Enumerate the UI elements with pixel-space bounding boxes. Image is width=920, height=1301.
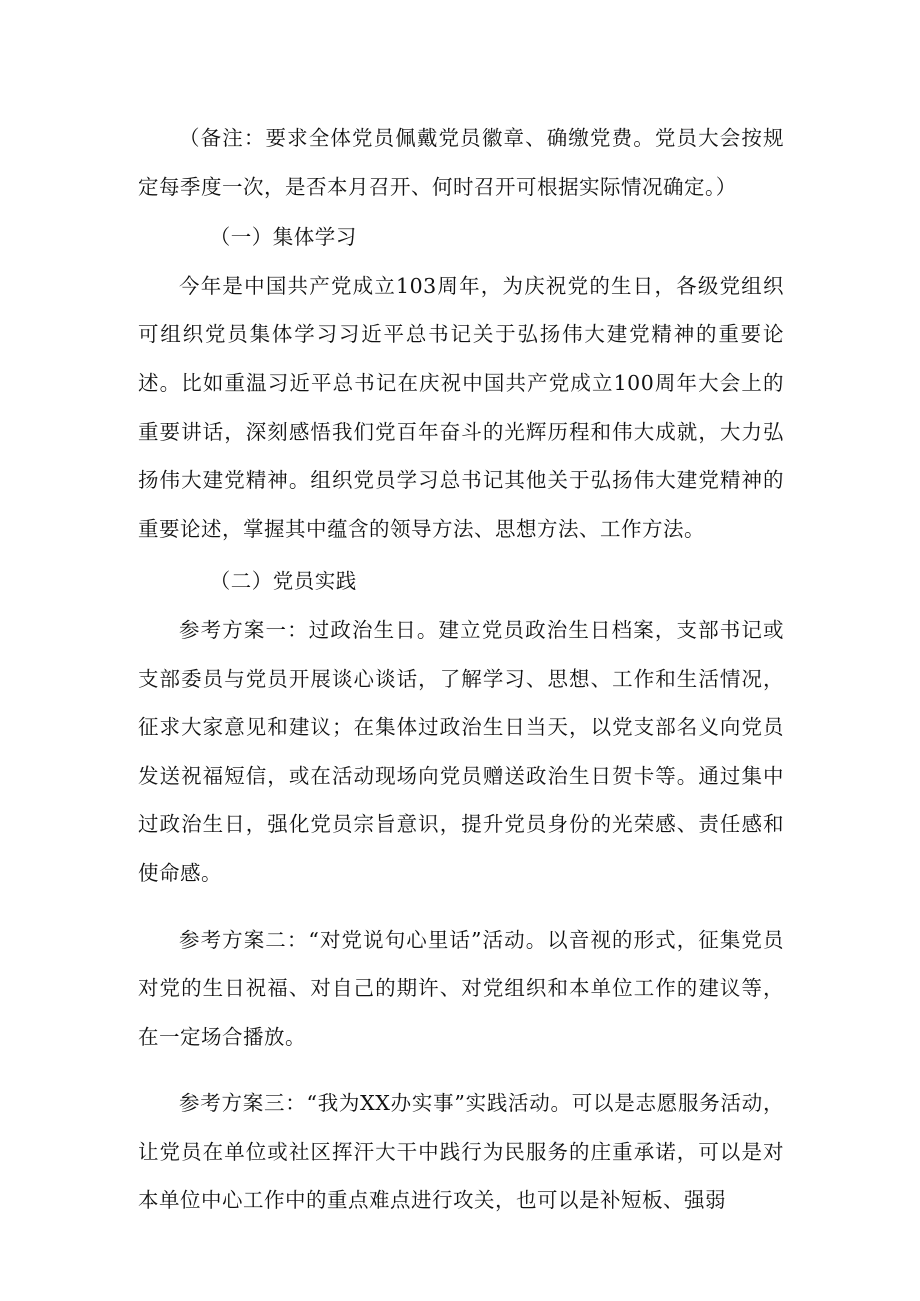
note-paragraph: （备注：要求全体党员佩戴党员徽章、确缴党费。党员大会按规定每季度一次，是否本月召开、何时召开可根据实际情况确定。）	[138, 126, 784, 199]
section-heading-collective-study: （一）集体学习	[209, 225, 357, 250]
plan-one-paragraph: 参考方案一：过政治生日。建立党员政治生日档案，支部书记或支部委员与党员开展谈心谈话，了解学习、思想、工作和生活情况，征求大家意见和建议；在集体过政治生日当天，以党支部名义向党员发送祝福短信，或在活动现场向党员赠送政治生日贺卡等。通过集中过政治生日，强化党员宗旨意识，提升党员身份的光荣感、责任感和使命感。	[138, 617, 784, 885]
plan-two-paragraph: 参考方案二：“对党说句心里话”活动。以音视的形式，征集党员对党的生日祝福、对自己的期许、对党组织和本单位工作的建议等，在一定场合播放。	[138, 927, 784, 1049]
collective-study-paragraph: 今年是中国共产党成立103周年，为庆祝党的生日，各级党组织可组织党员集体学习习近平总书记关于弘扬伟大建党精神的重要论述。比如重温习近平总书记在庆祝中国共产党成立100周年大会上的重要讲话，深刻感悟我们党百年奋斗的光辉历程和伟大成就，大力弘扬伟大建党精神。组织党员学习总书记其他关于弘扬伟大建党精神的重要论述，掌握其中蕴含的领导方法、思想方法、工作方法。	[138, 273, 784, 541]
section-heading-party-practice: （二）党员实践	[209, 569, 357, 594]
plan-three-paragraph: 参考方案三：“我为XX办实事”实践活动。可以是志愿服务活动，让党员在单位或社区挥汗大干中践行为民服务的庄重承诺，可以是对本单位中心工作中的重点难点进行攻关，也可以是补短板、强弱	[138, 1091, 784, 1213]
document-page	[138, 114, 784, 1225]
